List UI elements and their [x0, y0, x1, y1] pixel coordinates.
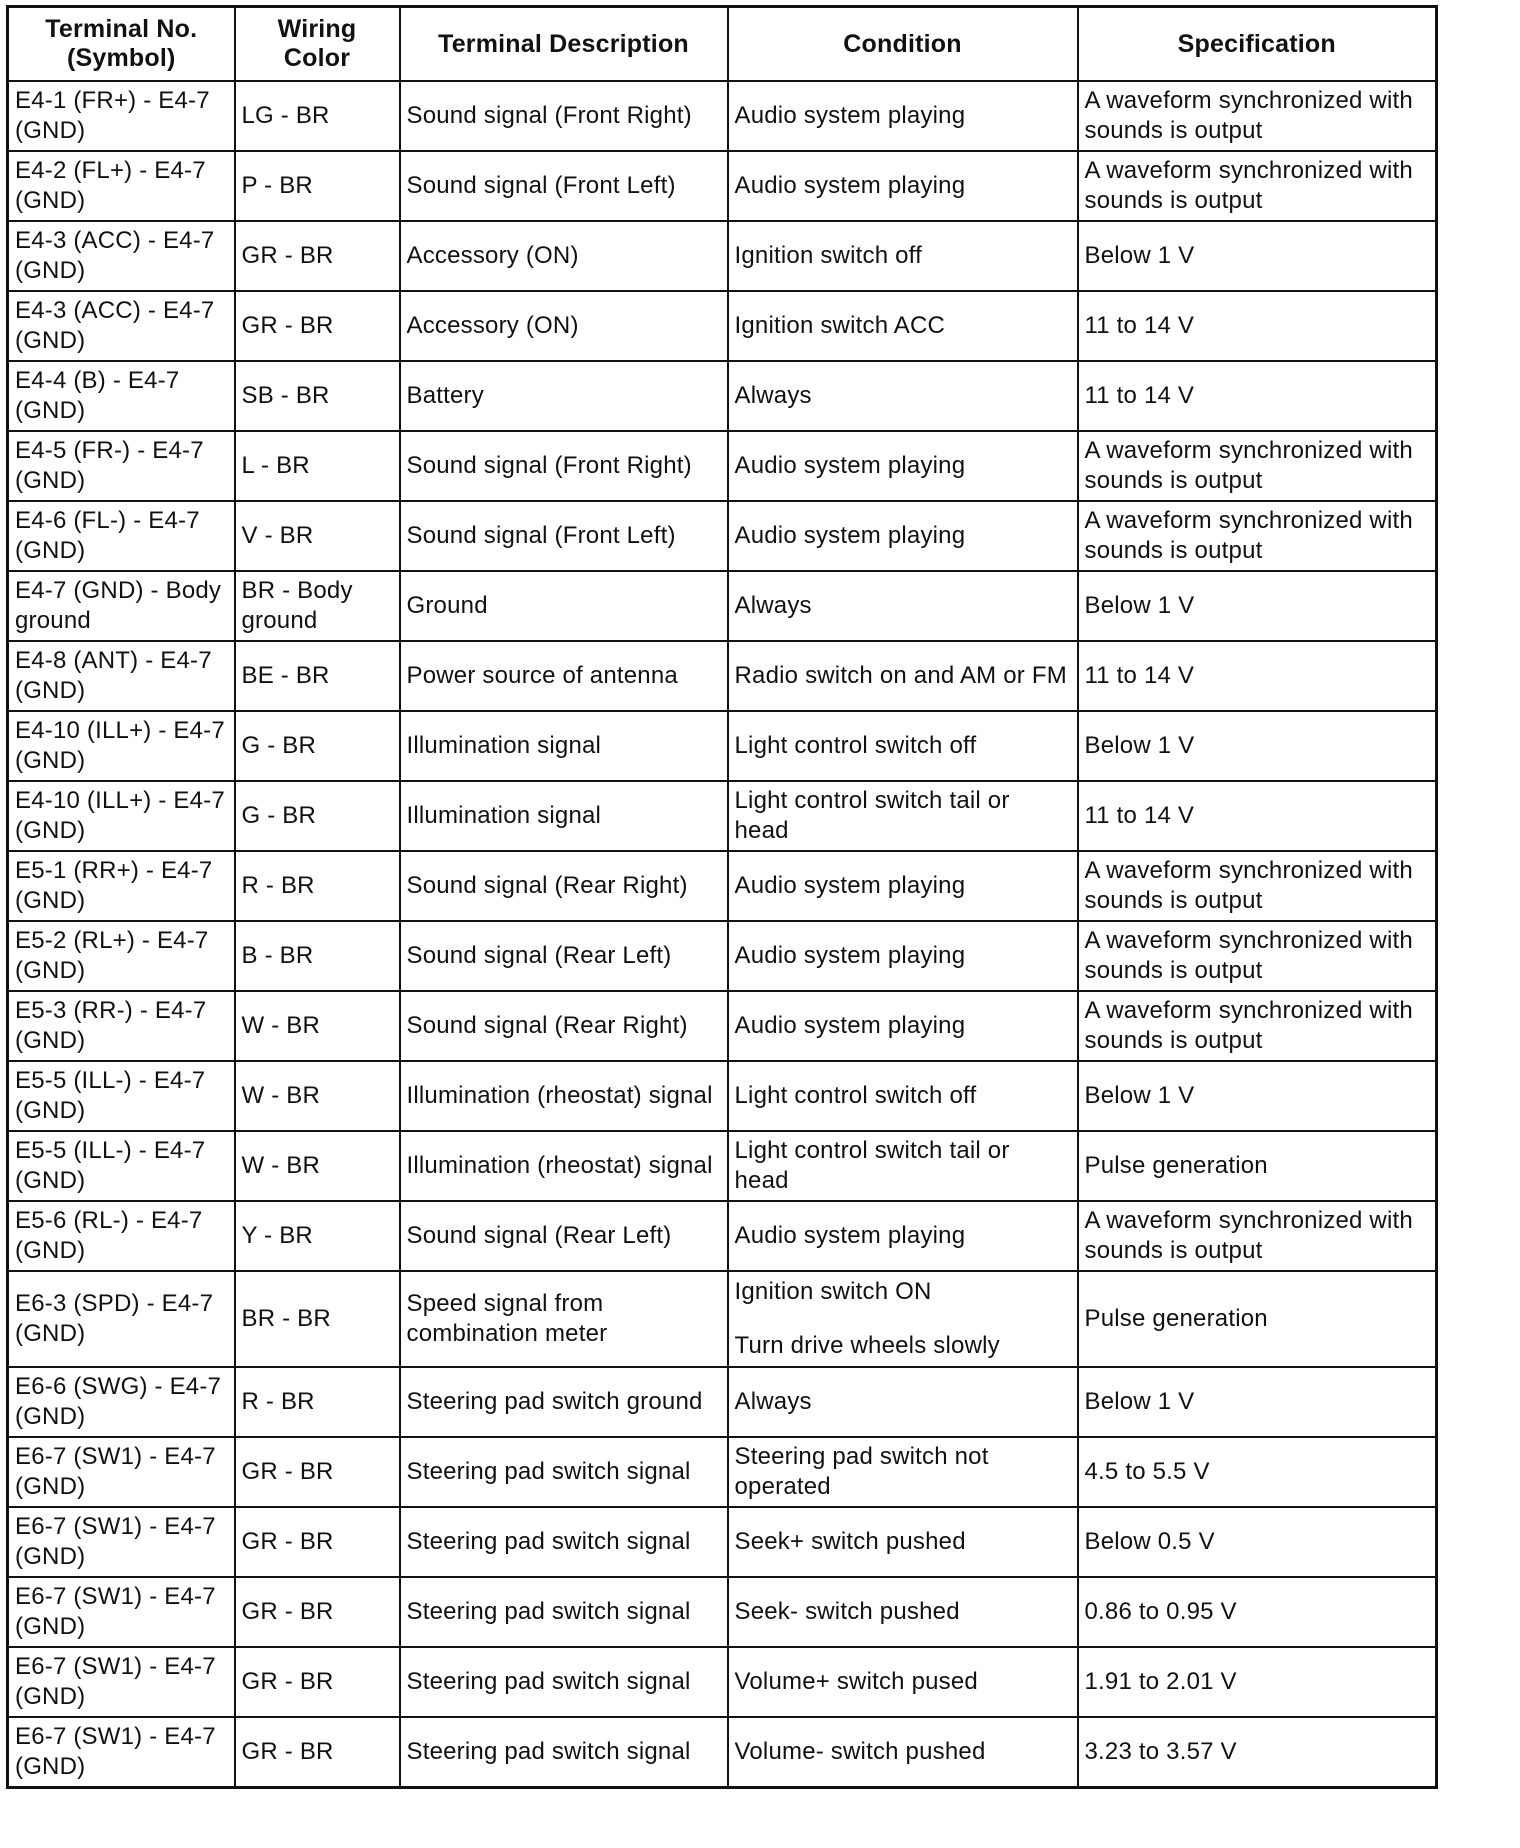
cell-terminal-description: Sound signal (Rear Right) [400, 851, 728, 921]
cell-condition [728, 711, 1078, 781]
condition-line: Volume- switch pushed [734, 1738, 986, 1765]
cell-condition [728, 1271, 1078, 1367]
cell-wiring-color: GR - BR [235, 1717, 400, 1788]
table-row [8, 1367, 1437, 1437]
cell-wiring-color: GR - BR [235, 291, 400, 361]
table-row [8, 151, 1437, 221]
cell-specification: A waveform synchronized with sounds is output [1078, 151, 1437, 221]
table-row [8, 1507, 1437, 1577]
condition-line: Light control switch tail or head [734, 1137, 1010, 1194]
cell-specification: Below 1 V [1078, 221, 1437, 291]
condition-line: Always [734, 1388, 812, 1415]
table-row [8, 1201, 1437, 1271]
table-row [8, 1647, 1437, 1717]
cell-specification: 4.5 to 5.5 V [1078, 1437, 1437, 1507]
table-row [8, 851, 1437, 921]
condition-line: Always [734, 592, 812, 619]
cell-terminal: E6-6 (SWG) - E4-7 (GND) [8, 1367, 235, 1437]
condition-line: Light control switch tail or head [734, 787, 1010, 844]
cell-condition [728, 151, 1078, 221]
cell-condition [728, 291, 1078, 361]
cell-specification: A waveform synchronized with sounds is output [1078, 991, 1437, 1061]
condition-line: Audio system playing [734, 872, 966, 899]
cell-terminal-description: Ground [400, 571, 728, 641]
cell-wiring-color: P - BR [235, 151, 400, 221]
cell-terminal-description: Illumination signal [400, 781, 728, 851]
cell-condition [728, 1367, 1078, 1437]
cell-condition [728, 81, 1078, 151]
condition-line: Always [734, 382, 812, 409]
cell-terminal-description: Sound signal (Front Right) [400, 81, 728, 151]
cell-terminal-description: Steering pad switch signal [400, 1507, 728, 1577]
cell-specification: Below 1 V [1078, 711, 1437, 781]
condition-line: Light control switch off [734, 1082, 977, 1109]
cell-specification: Pulse generation [1078, 1131, 1437, 1201]
cell-terminal-description: Battery [400, 361, 728, 431]
cell-wiring-color: G - BR [235, 781, 400, 851]
cell-wiring-color: V - BR [235, 501, 400, 571]
cell-specification: 11 to 14 V [1078, 361, 1437, 431]
table-row [8, 1271, 1437, 1367]
cell-wiring-color: G - BR [235, 711, 400, 781]
condition-line: Audio system playing [734, 1222, 966, 1249]
table-row [8, 921, 1437, 991]
table-row [8, 1437, 1437, 1507]
cell-specification: A waveform synchronized with sounds is output [1078, 81, 1437, 151]
cell-terminal: E4-7 (GND) - Body ground [8, 571, 235, 641]
cell-condition [728, 1131, 1078, 1201]
table-header [8, 7, 1437, 82]
cell-specification: A waveform synchronized with sounds is output [1078, 851, 1437, 921]
table-row [8, 641, 1437, 711]
cell-condition [728, 1201, 1078, 1271]
cell-wiring-color: GR - BR [235, 1647, 400, 1717]
cell-specification: 11 to 14 V [1078, 291, 1437, 361]
cell-wiring-color: GR - BR [235, 1507, 400, 1577]
cell-wiring-color: R - BR [235, 851, 400, 921]
cell-terminal: E4-2 (FL+) - E4-7 (GND) [8, 151, 235, 221]
cell-wiring-color: Y - BR [235, 1201, 400, 1271]
cell-terminal: E4-3 (ACC) - E4-7 (GND) [8, 291, 235, 361]
cell-terminal: E4-4 (B) - E4-7 (GND) [8, 361, 235, 431]
cell-terminal-description: Accessory (ON) [400, 221, 728, 291]
cell-wiring-color: GR - BR [235, 1437, 400, 1507]
table-row [8, 1061, 1437, 1131]
cell-wiring-color: L - BR [235, 431, 400, 501]
header-wiring-color: Wiring Color [235, 7, 400, 82]
table-row [8, 711, 1437, 781]
cell-wiring-color: GR - BR [235, 1577, 400, 1647]
cell-specification: A waveform synchronized with sounds is output [1078, 431, 1437, 501]
condition-line: Ignition switch ON [734, 1278, 932, 1305]
cell-condition [728, 571, 1078, 641]
condition-line: Audio system playing [734, 942, 966, 969]
table-row [8, 431, 1437, 501]
cell-wiring-color: GR - BR [235, 221, 400, 291]
header-terminal-description: Terminal Description [400, 7, 728, 82]
condition-line: Seek+ switch pushed [734, 1528, 966, 1555]
cell-specification: Pulse generation [1078, 1271, 1437, 1367]
cell-specification: A waveform synchronized with sounds is output [1078, 501, 1437, 571]
cell-specification: A waveform synchronized with sounds is output [1078, 921, 1437, 991]
cell-terminal-description: Sound signal (Front Right) [400, 431, 728, 501]
cell-terminal-description: Power source of antenna [400, 641, 728, 711]
cell-terminal: E4-3 (ACC) - E4-7 (GND) [8, 221, 235, 291]
cell-specification: 0.86 to 0.95 V [1078, 1577, 1437, 1647]
cell-specification: 3.23 to 3.57 V [1078, 1717, 1437, 1788]
cell-wiring-color: SB - BR [235, 361, 400, 431]
cell-terminal-description: Illumination (rheostat) signal [400, 1061, 728, 1131]
cell-specification: Below 1 V [1078, 571, 1437, 641]
cell-terminal: E4-6 (FL-) - E4-7 (GND) [8, 501, 235, 571]
table-row [8, 361, 1437, 431]
condition-line: Audio system playing [734, 102, 966, 129]
cell-terminal: E4-10 (ILL+) - E4-7 (GND) [8, 781, 235, 851]
cell-condition [728, 501, 1078, 571]
cell-terminal-description: Illumination signal [400, 711, 728, 781]
cell-terminal: E6-7 (SW1) - E4-7 (GND) [8, 1647, 235, 1717]
cell-terminal-description: Steering pad switch signal [400, 1577, 728, 1647]
cell-specification: Below 1 V [1078, 1367, 1437, 1437]
table-row [8, 221, 1437, 291]
cell-condition [728, 361, 1078, 431]
condition-line: Volume+ switch pused [734, 1668, 978, 1695]
cell-condition [728, 641, 1078, 711]
condition-line: Light control switch off [734, 732, 977, 759]
table-row [8, 781, 1437, 851]
cell-terminal: E4-1 (FR+) - E4-7 (GND) [8, 81, 235, 151]
condition-line: Turn drive wheels slowly [734, 1332, 1000, 1359]
terminal-spec-table [6, 5, 1438, 1789]
table-row [8, 291, 1437, 361]
table-body [8, 81, 1437, 1788]
table-row [8, 571, 1437, 641]
cell-terminal: E5-5 (ILL-) - E4-7 (GND) [8, 1061, 235, 1131]
condition-line: Audio system playing [734, 522, 966, 549]
header-terminal: Terminal No. (Symbol) [8, 7, 235, 82]
cell-specification: Below 0.5 V [1078, 1507, 1437, 1577]
cell-condition [728, 1577, 1078, 1647]
cell-condition [728, 1647, 1078, 1717]
cell-terminal: E5-2 (RL+) - E4-7 (GND) [8, 921, 235, 991]
cell-condition [728, 1717, 1078, 1788]
cell-terminal: E4-8 (ANT) - E4-7 (GND) [8, 641, 235, 711]
condition-line: Seek- switch pushed [734, 1598, 960, 1625]
cell-specification: A waveform synchronized with sounds is output [1078, 1201, 1437, 1271]
cell-terminal: E5-5 (ILL-) - E4-7 (GND) [8, 1131, 235, 1201]
cell-terminal-description: Steering pad switch signal [400, 1717, 728, 1788]
cell-terminal: E6-7 (SW1) - E4-7 (GND) [8, 1717, 235, 1788]
cell-wiring-color: BR - Body ground [235, 571, 400, 641]
cell-wiring-color: W - BR [235, 1061, 400, 1131]
cell-terminal-description: Sound signal (Rear Left) [400, 1201, 728, 1271]
cell-condition [728, 921, 1078, 991]
cell-terminal: E6-7 (SW1) - E4-7 (GND) [8, 1577, 235, 1647]
cell-terminal-description: Speed signal from combination meter [400, 1271, 728, 1367]
cell-condition [728, 431, 1078, 501]
cell-terminal-description: Steering pad switch signal [400, 1647, 728, 1717]
header-specification: Specification [1078, 7, 1437, 82]
cell-terminal: E4-10 (ILL+) - E4-7 (GND) [8, 711, 235, 781]
cell-terminal-description: Sound signal (Front Left) [400, 501, 728, 571]
cell-wiring-color: BR - BR [235, 1271, 400, 1367]
cell-terminal-description: Steering pad switch ground [400, 1367, 728, 1437]
cell-terminal: E5-3 (RR-) - E4-7 (GND) [8, 991, 235, 1061]
table-row [8, 1717, 1437, 1788]
cell-terminal: E5-6 (RL-) - E4-7 (GND) [8, 1201, 235, 1271]
cell-terminal: E5-1 (RR+) - E4-7 (GND) [8, 851, 235, 921]
table-row [8, 81, 1437, 151]
condition-line: Radio switch on and AM or FM [734, 662, 1067, 689]
cell-condition [728, 1507, 1078, 1577]
cell-terminal-description: Sound signal (Rear Left) [400, 921, 728, 991]
cell-terminal: E6-7 (SW1) - E4-7 (GND) [8, 1437, 235, 1507]
cell-wiring-color: BE - BR [235, 641, 400, 711]
cell-condition [728, 851, 1078, 921]
cell-terminal-description: Accessory (ON) [400, 291, 728, 361]
header-row [8, 7, 1437, 82]
cell-condition [728, 1061, 1078, 1131]
cell-condition [728, 221, 1078, 291]
cell-wiring-color: W - BR [235, 991, 400, 1061]
cell-terminal-description: Illumination (rheostat) signal [400, 1131, 728, 1201]
table-row [8, 991, 1437, 1061]
cell-specification: Below 1 V [1078, 1061, 1437, 1131]
condition-line: Steering pad switch not operated [734, 1443, 989, 1500]
cell-specification: 11 to 14 V [1078, 641, 1437, 711]
condition-line: Audio system playing [734, 172, 966, 199]
header-condition: Condition [728, 7, 1078, 82]
table-row [8, 1131, 1437, 1201]
cell-condition [728, 1437, 1078, 1507]
cell-specification: 1.91 to 2.01 V [1078, 1647, 1437, 1717]
cell-terminal: E4-5 (FR-) - E4-7 (GND) [8, 431, 235, 501]
table-row [8, 1577, 1437, 1647]
condition-line: Ignition switch ACC [734, 312, 946, 339]
cell-condition [728, 781, 1078, 851]
cell-terminal: E6-3 (SPD) - E4-7 (GND) [8, 1271, 235, 1367]
cell-wiring-color: LG - BR [235, 81, 400, 151]
condition-line: Audio system playing [734, 452, 966, 479]
cell-terminal-description: Steering pad switch signal [400, 1437, 728, 1507]
cell-condition [728, 991, 1078, 1061]
condition-line: Ignition switch off [734, 242, 922, 269]
cell-wiring-color: W - BR [235, 1131, 400, 1201]
cell-terminal-description: Sound signal (Front Left) [400, 151, 728, 221]
cell-wiring-color: B - BR [235, 921, 400, 991]
cell-specification: 11 to 14 V [1078, 781, 1437, 851]
cell-terminal-description: Sound signal (Rear Right) [400, 991, 728, 1061]
table-row [8, 501, 1437, 571]
condition-line: Audio system playing [734, 1012, 966, 1039]
cell-terminal: E6-7 (SW1) - E4-7 (GND) [8, 1507, 235, 1577]
cell-wiring-color: R - BR [235, 1367, 400, 1437]
